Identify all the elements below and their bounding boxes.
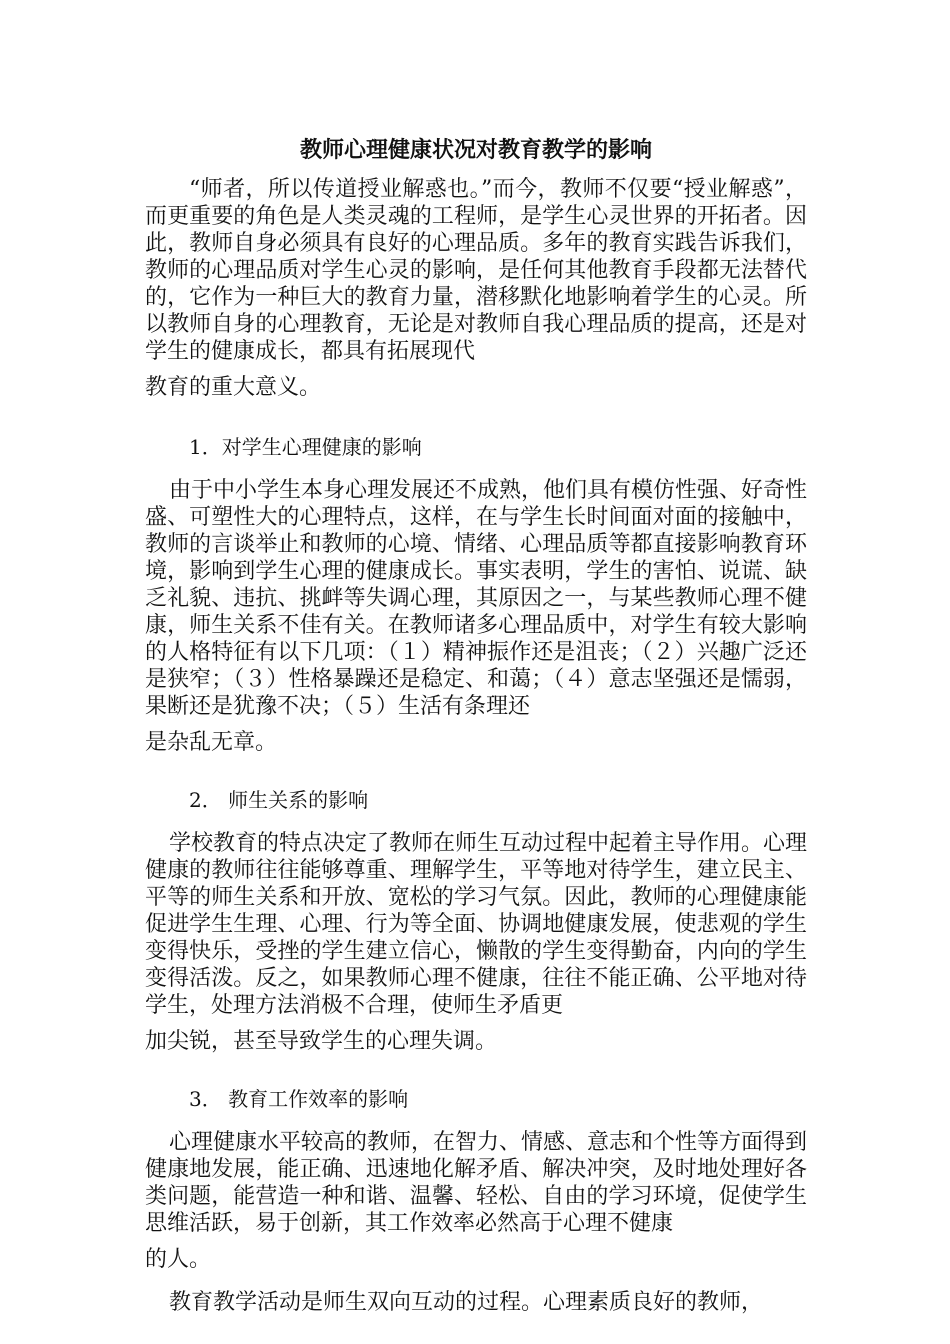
section-heading-teacher-student-relations: 2． 师生关系的影响: [189, 788, 369, 812]
relations-paragraph-ending: 加尖锐，甚至导致学生的心理失调。: [145, 1029, 498, 1054]
efficiency-paragraph-ending: 的人。: [145, 1247, 212, 1272]
efficiency-paragraph-text: 心理健康水平较高的教师，在智力、情感、意志和个性等方面得到健康地发展，能正确、迅速地化解矛盾、解决冲突，及时地处理好各类问题，能营造一种和谐、温馨、轻松、自由的学习环境，促使学生思维活跃，易于创新，其工作效率必然高于心理不健康: [145, 1130, 808, 1236]
student-health-paragraph-ending: 是杂乱无章。: [145, 730, 278, 755]
relations-paragraph: [145, 830, 807, 1065]
relations-paragraph-text: 学校教育的特点决定了教师在师生互动过程中起着主导作用。心理健康的教师往往能够尊重、理解学生，平等地对待学生，建立民主、平等的师生关系和开放、宽松的学习气氛。因此，教师的心理健康能促进学生生理、心理、行为等全面、协调地健康发展，使悲观的学生变得快乐，受挫的学生建立信心，懒散的学生变得勤奋，内向的学生变得活泼。反之，如果教师心理不健康，往往不能正确、公平地对待学生，处理方法消极不合理，使师生矛盾更: [145, 831, 808, 1018]
document-body: [145, 130, 807, 1316]
student-health-paragraph-text: 由于中小学生本身心理发展还不成熟，他们具有模仿性强、好奇性盛、可塑性大的心理特点，这样，在与学生长时间面对面的接触中，教师的言谈举止和教师的心境、情绪、心理品质等都直接影响教育环境，影响到学生心理的健康成长。事实表明，学生的害怕、说谎、缺乏礼貌、违抗、挑衅等失调心理，其原因之一，与某些教师心理不健康，师生关系不佳有关。在教师诸多心理品质中，对学生有较大影响的人格特征有以下几项：（１）精神振作还是沮丧；（２）兴趣广泛还是狭窄；（３）性格暴躁还是稳定、和蔼；（４）意志坚强还是懦弱，果断还是犹豫不决；（５）生活有条理还: [145, 478, 808, 719]
interaction-paragraph: 教育教学活动是师生双向互动的过程。心理素质良好的教师，: [169, 1290, 764, 1315]
section-heading-student-health: 1．对学生心理健康的影响: [189, 435, 422, 459]
intro-paragraph-text: “师者，所以传道授业解惑也。”而今，教师不仅要“授业解惑”，而更重要的角色是人类灵魂的工程师，是学生心灵世界的开拓者。因此，教师自身必须具有良好的心理品质。多年的教育实践告诉我们，教师的心理品质对学生心灵的影响，是任何其他教育手段都无法替代的，它作为一种巨大的教育力量，潜移默化地影响着学生的心灵。所以教师自身的心理教育，无论是对教师自我心理品质的提高，还是对学生的健康成长，都具有拓展现代: [145, 177, 807, 364]
intro-paragraph: [145, 176, 807, 411]
section-heading-work-efficiency: 3． 教育工作效率的影响: [189, 1087, 409, 1111]
intro-paragraph-ending: 教育的重大意义。: [145, 375, 322, 400]
efficiency-paragraph: [145, 1129, 807, 1283]
student-health-paragraph: [145, 477, 807, 766]
document-title: 教师心理健康状况对教育教学的影响: [299, 137, 652, 163]
